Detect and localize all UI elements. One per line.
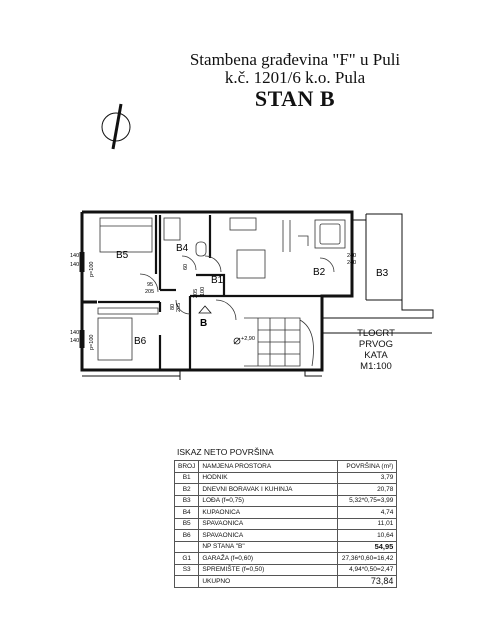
total-row — [175, 576, 397, 588]
area-table-title: ISKAZ NETO POVRŠINA — [177, 447, 274, 457]
elevation-marker-icon — [234, 338, 240, 344]
cell: 4,94*0,50=2,47 — [338, 564, 397, 576]
dim-205-a: 205 — [145, 289, 155, 295]
table-row — [175, 507, 397, 519]
room-label-b5: B5 — [116, 250, 129, 261]
entry-label: B — [200, 318, 208, 329]
table-row — [175, 553, 397, 565]
cell: 11,01 — [338, 518, 397, 530]
outer-walls — [82, 212, 352, 370]
dim-140-a: 140 — [70, 253, 80, 259]
cell: SPREMIŠTE (f=0,50) — [199, 564, 338, 576]
dim-100: 100 — [200, 286, 206, 296]
cell: S3 — [175, 564, 199, 576]
cell: G1 — [175, 553, 199, 565]
cell: B6 — [175, 530, 199, 542]
cell: DNEVNI BORAVAK I KUHINJA — [199, 484, 338, 496]
cell: B4 — [175, 507, 199, 519]
cell: SPAVAONICA — [199, 518, 338, 530]
cell: SPAVAONICA — [199, 530, 338, 542]
table-header-row — [175, 461, 397, 473]
cell: B2 — [175, 484, 199, 496]
entry-arrow-icon — [199, 306, 211, 313]
cell: HODNIK — [199, 472, 338, 484]
room-label-b3: B3 — [376, 268, 389, 279]
subtotal-row — [175, 541, 397, 553]
title-line-1: Stambena građevina "F" u Puli — [189, 50, 401, 69]
table-row — [175, 495, 397, 507]
cell: UKUPNO — [199, 576, 338, 588]
cell: GARAŽA (f=0,60) — [199, 553, 338, 565]
title-line-2: k.č. 1201/6 k.o. Pula — [224, 68, 366, 87]
cell: 54,95 — [338, 541, 397, 553]
cell: 20,78 — [338, 484, 397, 496]
cell: 5,32*0,75=3,99 — [338, 495, 397, 507]
cell: 10,64 — [338, 530, 397, 542]
north-arrow-icon — [102, 104, 130, 149]
dim-205-b: 205 — [193, 288, 199, 298]
title-apartment: STAN B — [254, 86, 336, 111]
cell: B3 — [175, 495, 199, 507]
cell: 4,74 — [338, 507, 397, 519]
table-row — [175, 484, 397, 496]
header-cell: NAMJENA PROSTORA — [199, 461, 338, 473]
dim-p100-b: p=100 — [89, 334, 95, 350]
dim-60: 60 — [183, 263, 189, 270]
dim-140-b: 140 — [70, 262, 80, 268]
room-label-b4: B4 — [176, 243, 189, 254]
table-row — [175, 518, 397, 530]
dim-205-c: 205 — [176, 302, 182, 312]
dim-140-d: 140 — [70, 338, 80, 344]
room-label-b6: B6 — [134, 336, 147, 347]
elevation-text: +2,90 — [241, 336, 255, 342]
caption-line: TLOCRT — [357, 328, 395, 339]
room-label-b2: B2 — [313, 267, 326, 278]
dim-240-a: 240 — [347, 253, 357, 259]
dim-95: 95 — [147, 282, 154, 288]
header-cell: BROJ — [175, 461, 199, 473]
table-row — [175, 530, 397, 542]
caption-line: M1:100 — [360, 361, 392, 372]
room-label-b1: B1 — [211, 275, 224, 286]
table-row — [175, 472, 397, 484]
table-row — [175, 564, 397, 576]
caption-line: KATA — [364, 350, 388, 361]
dim-80: 80 — [170, 303, 176, 310]
cell: 73,84 — [338, 576, 397, 588]
cell — [175, 541, 199, 553]
area-table — [174, 460, 397, 588]
cell: LOĐA (f=0,75) — [199, 495, 338, 507]
dim-140-c: 140 — [70, 330, 80, 336]
dim-p100-a: p=100 — [89, 261, 95, 277]
dim-240-b: 240 — [347, 260, 357, 266]
header-cell: POVRŠINA (m²) — [338, 461, 397, 473]
cell: B1 — [175, 472, 199, 484]
cell: 3,79 — [338, 472, 397, 484]
cell: 27,36*0,60=16,42 — [338, 553, 397, 565]
caption-line: PRVOG — [358, 339, 394, 350]
cell: KUPAONICA — [199, 507, 338, 519]
cell: B5 — [175, 518, 199, 530]
cell: NP STANA "B" — [199, 541, 338, 553]
plan-caption — [346, 328, 406, 372]
cell — [175, 576, 199, 588]
